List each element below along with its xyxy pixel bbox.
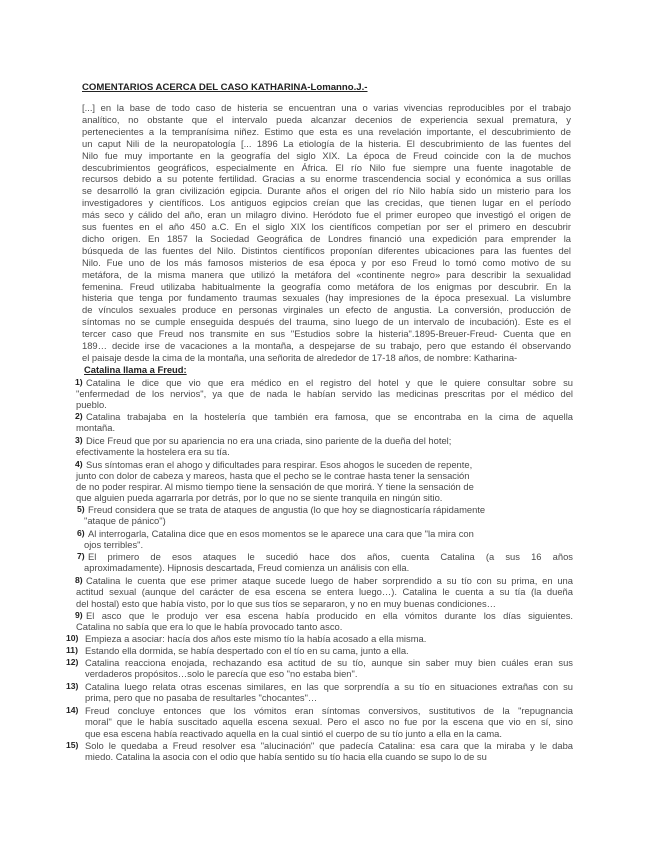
item-line: montaña. — [76, 422, 116, 433]
item-number: 10) — [66, 633, 79, 643]
intro-line: recursos debido a su potente fertilidad. Gracias a su enorme trascendencia social y económica a sus orillas — [82, 173, 571, 185]
item-line: Freud considera que se trata de ataques de angustia (lo que hoy se diagnosticaría rápidamente — [88, 504, 486, 515]
item-line: moral" que le había suscitado aquella escena sexual. Pero el asco no fue por la escena que vio en sí, sino — [85, 716, 573, 727]
item-line: aproximadamente). Hipnosis descartada, Freud comienza un análisis con ella. — [84, 562, 410, 573]
item-line: Empieza a asociar: hacía dos años este mismo tío la había acosado a ella misma. — [85, 633, 427, 644]
intro-line: analítico, no obstante que el intervalo pueda alcanzar decenios de experiencia sexual prematura, y — [82, 113, 571, 125]
item-line: Catalina le cuenta que ese primer ataque sucede luego de haber sorprendido a su tío con su prima, en una — [86, 575, 573, 586]
item-number: 15) — [66, 740, 79, 750]
item-line: Catalina no sabía que era lo que le había provocado tanto asco. — [76, 621, 343, 632]
item-line: Sus síntomas eran el ahogo y dificultades para respirar. Esos ahogos le suceden de repente, — [86, 459, 473, 470]
intro-line: tercer caso que Freud nos transmite en sus "Estudios sobre la histeria".1895-Breuer-Freud- Cuenta que en — [82, 328, 571, 340]
intro-line: dicho origen. En 1857 la Sociedad Geográfica de Londres financió una expedición para emprender la — [82, 232, 571, 244]
item-number: 6) — [77, 528, 85, 538]
intro-line: histeria que tenga por fundamento traumas sexuales (hay impresiones de la época presexual. La vislumbre — [82, 292, 571, 304]
item-line: Catalina trabajaba en la hostelería que también era famosa, que se encontraba en la cima de aquella — [86, 411, 573, 422]
item-line: efectivamente la hostelera era su tía. — [76, 446, 230, 457]
intro-line: se desarrolló la gran civilización egipcia. Durante años el origen del río Nilo había sido un misterio para los — [82, 185, 571, 197]
item-line: Estando ella dormida, se había despertado con el tío en su cama, junto a ella. — [85, 645, 409, 656]
item-number: 4) — [75, 459, 83, 469]
item-line: Freud concluye entonces que los vómitos eran síntomas conversivos, sustitutivos de la "repugnancia — [85, 705, 573, 716]
intro-line: un caput Nili de la neuropatología [... 1896 La etiología de la histeria. El descubrimiento de las fuentes del — [82, 137, 571, 149]
intro-line: síntomas no se cumple enseguida después del trauma, sino luego de un intervalo de incubación). Este es el — [82, 316, 571, 328]
item-number: 5) — [77, 504, 85, 514]
item-line: que esa escena había reactivado aquella en la cual sintió el cuerpo de su tío junto a ella en la cama. — [85, 728, 502, 739]
item-line: que alguien pueda agarrarla por detrás, por lo que no se siente tranquila en ningún sitio. — [76, 492, 443, 503]
item-line: verdaderos propósitos…solo le parecía que eso "no estaba bien". — [85, 668, 358, 679]
intro-line: búsqueda de las fuentes del Nilo. Distintos científicos proponían diferentes ubicaciones para las fuentes del — [82, 244, 571, 256]
item-number: 14) — [66, 705, 79, 715]
item-line: prima, pero que no pasaba de resultarles "chocantes"… — [85, 692, 318, 703]
intro-line: descubrimientos geográficos, especialmente en África. El río Nilo fue siempre una fuente inagotable de — [82, 161, 571, 173]
intro-line: más seco y cálido del año, eran un milagro divino. Heródoto fue el primer europeo que investigó el origen de — [82, 209, 571, 221]
intro-line: de vínculos sexuales produce en personas virginales un efecto de angustia. La conversión, producción de — [82, 304, 571, 316]
item-number: 11) — [66, 645, 78, 655]
item-number: 13) — [66, 681, 79, 691]
item-number: 2) — [75, 411, 83, 421]
intro-line: investigadores y científicos. Los antiguos egipcios creían que las crecidas, que tienen lugar en el período — [82, 197, 571, 209]
item-line: Catalina reacciona enojada, rechazando esa actitud de su tío, aunque sin saber muy bien cuáles eran sus — [85, 657, 573, 668]
item-number: 3) — [75, 435, 83, 445]
intro-line: femenina. Freud utilizaba habitualmente la geografía como metáfora de los enigmas por descubrir. En la — [82, 280, 571, 292]
item-line: Al interrogarla, Catalina dice que en esos momentos se le aparece una cara que "la mira con — [88, 528, 474, 539]
item-line: actitud sexual (aunque del carácter de esa escena se entera luego…). Catalina le cuenta a su tía (la dueña — [76, 586, 573, 597]
intro-line: Nilo fue muy importante en la geografía del siglo XIX. La época de Freud coincide con la de muchos — [82, 149, 571, 161]
item-line: pueblo. — [76, 399, 107, 410]
item-line: Catalina luego relata otras escenas similares, en las que sorprendía a su tío en situaciones extrañas con su — [85, 681, 573, 692]
item-line: El asco que le produjo ver esa escena había producido en ella vómitos durante los días siguientes. — [86, 610, 573, 621]
item-number: 7) — [77, 551, 85, 561]
item-line: junto con dolor de cabeza y mareos, hasta que el pecho se le contrae hasta tener la sensación — [76, 470, 470, 481]
section-heading: Catalina llama a Freud: — [84, 364, 187, 375]
item-number: 1) — [75, 377, 83, 387]
item-line: del hostal) esto que había visto, por lo que sus tíos se separaron, y no en muy buenas condiciones… — [76, 598, 497, 609]
item-line: Dice Freud que por su apariencia no era una criada, sino pariente de la dueña del hotel; — [86, 435, 452, 446]
item-line: de no poder respirar. Al mismo tiempo tiene la sensación de que morirá. Y tiene la sensación de — [76, 481, 474, 492]
item-line: "enfermedad de los nervios", ya que de nada le habían servido las medicinas prescritas por el médico del — [76, 388, 573, 399]
document-title: COMENTARIOS ACERCA DEL CASO KATHARINA-Lomanno.J.- — [82, 82, 368, 93]
intro-line: sus fuentes en el año 450 a.C. En el siglo XIX los científicos competían por ser el primero en descubrir — [82, 221, 571, 232]
item-line: "ataque de pánico") — [84, 515, 166, 526]
item-line: ojos terribles". — [84, 539, 144, 550]
item-number: 12) — [66, 657, 79, 667]
item-line: miedo. Catalina la asocia con el odio que había sentido su tío hacia ella cuando se supo lo de su — [85, 751, 487, 762]
intro-line: 189… decide irse de vacaciones a la montaña, a despejarse de su trabajo, pero que estando él observando — [82, 340, 571, 351]
item-line: Solo le quedaba a Freud resolver esa "alucinación" que padecía Catalina: esa cara que la miraba y le daba — [85, 740, 573, 751]
item-number: 8) — [75, 575, 83, 585]
item-number: 9) — [75, 610, 83, 620]
intro-line: Nilo. Fue uno de los más famosos misterios de esa época y por eso Freud lo tomó como motivo de su — [82, 256, 571, 268]
item-line: El primero de esos ataques le sucedió hace dos años, cuenta Catalina (a sus 16 años — [88, 551, 573, 562]
intro-line: metáfora, de la misma manera que utilizó la metáfora del «continente negro» para describir la sexualidad — [82, 268, 571, 280]
intro-line: [...] en la base de todo caso de histeria se encuentran una o varias vivencias reproducibles por el trabajo — [82, 102, 571, 113]
intro-line: el paisaje desde la cima de la montaña, una señorita de alrededor de 17-18 años, de nombre: Katharina- — [82, 351, 518, 363]
item-line: Catalina le dice que vio que era médico en el registro del hotel y que le quiere consultar sobre su — [86, 377, 573, 388]
intro-line: pertenecientes a la tempranísima niñez. Estimo que esta es una revelación importante, el descubrimiento de — [82, 125, 571, 137]
